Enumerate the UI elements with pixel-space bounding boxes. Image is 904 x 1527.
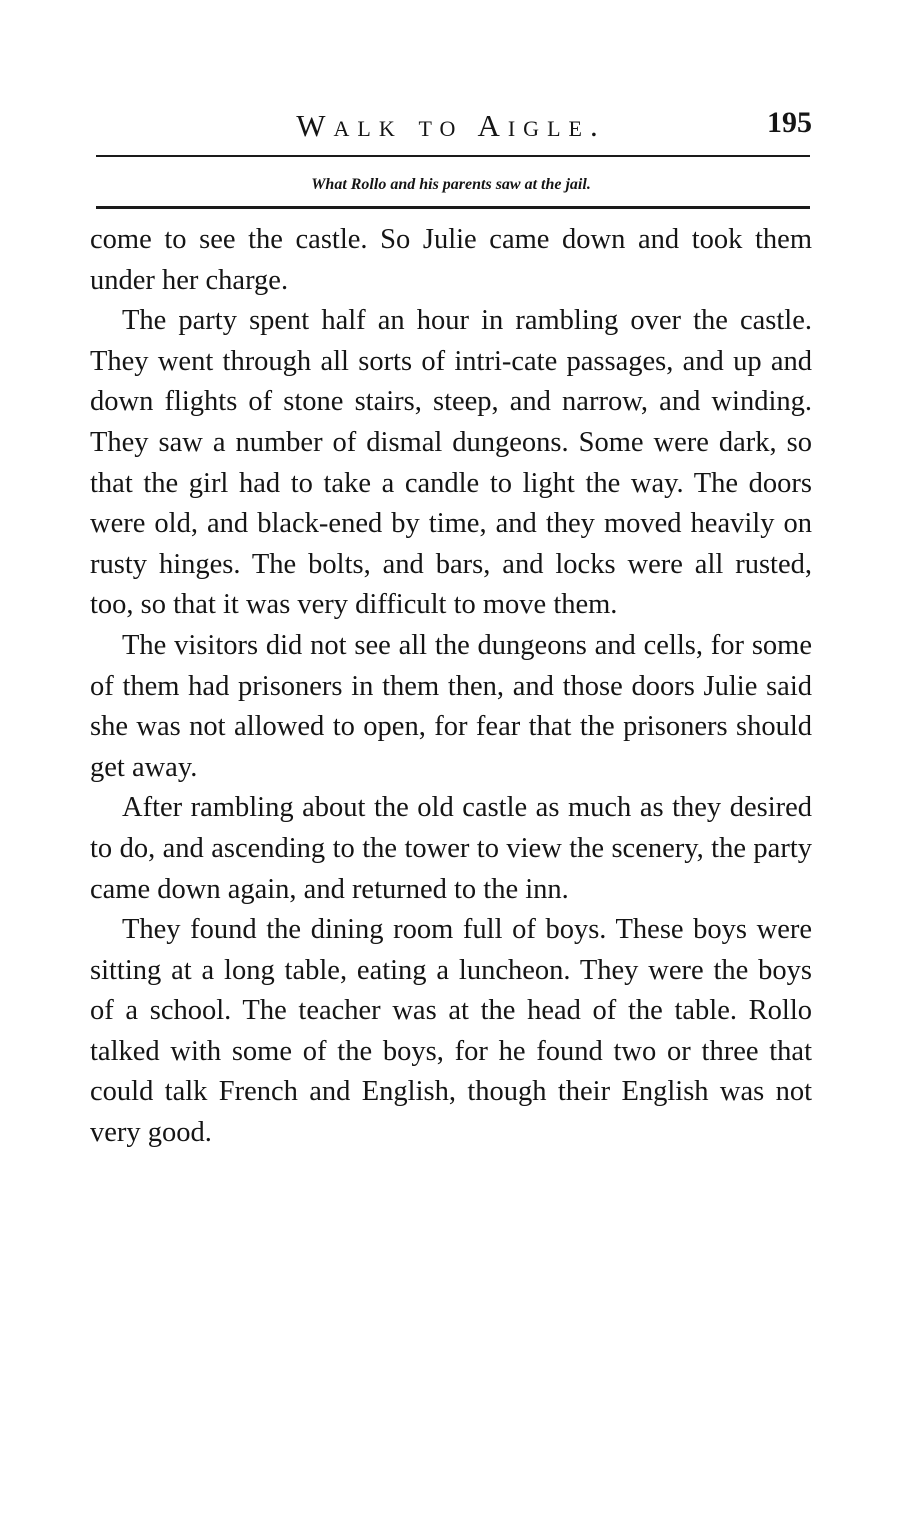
body-text [90,220,812,1154]
page-subtitle: What Rollo and his parents saw at the jail. [311,176,591,193]
running-head [90,100,812,193]
paragraph-return-to-inn: After rambling about the old castle as much as they desired to do, and ascending to the tower to view the scenery, the party came down again, and returned to the inn. [90,792,812,905]
page-title: Walk to Aigle. [296,108,606,143]
paragraph-school-boys: They found the dining room full of boys. These boys were sitting at a long table, eating a luncheon. They were the boys of a school. The teacher was at the head of the table. Rollo talked with some of the boys, for he found two or three that could talk French and English, though their English was not very good. [90,914,812,1149]
header-rule-bottom [96,206,810,209]
paragraph-continuation: come to see the castle. So Julie came down and took them under her charge. [90,224,812,296]
page-number: 195 [767,106,812,139]
book-page [90,100,812,1149]
paragraph-prisoners: The visitors did not see all the dungeons and cells, for some of them had prisoners in them then, and those doors Julie said she was not allowed to open, for fear that the prisoners should get away. [90,629,812,783]
paragraph-castle-tour: The party spent half an hour in rambling over the castle. They went through all sorts of intri-cate passages, and up and down flights of stone stairs, steep, and narrow, and winding. They saw a number of dismal dungeons. Some were dark, so that the girl had to take a candle to light the way. The doors were old, and black-ened by time, and they moved heavily on rusty hinges. The bolts, and bars, and locks were all rusted, too, so that it was very difficult to move them. [90,305,812,621]
header-rule-top [96,155,810,157]
